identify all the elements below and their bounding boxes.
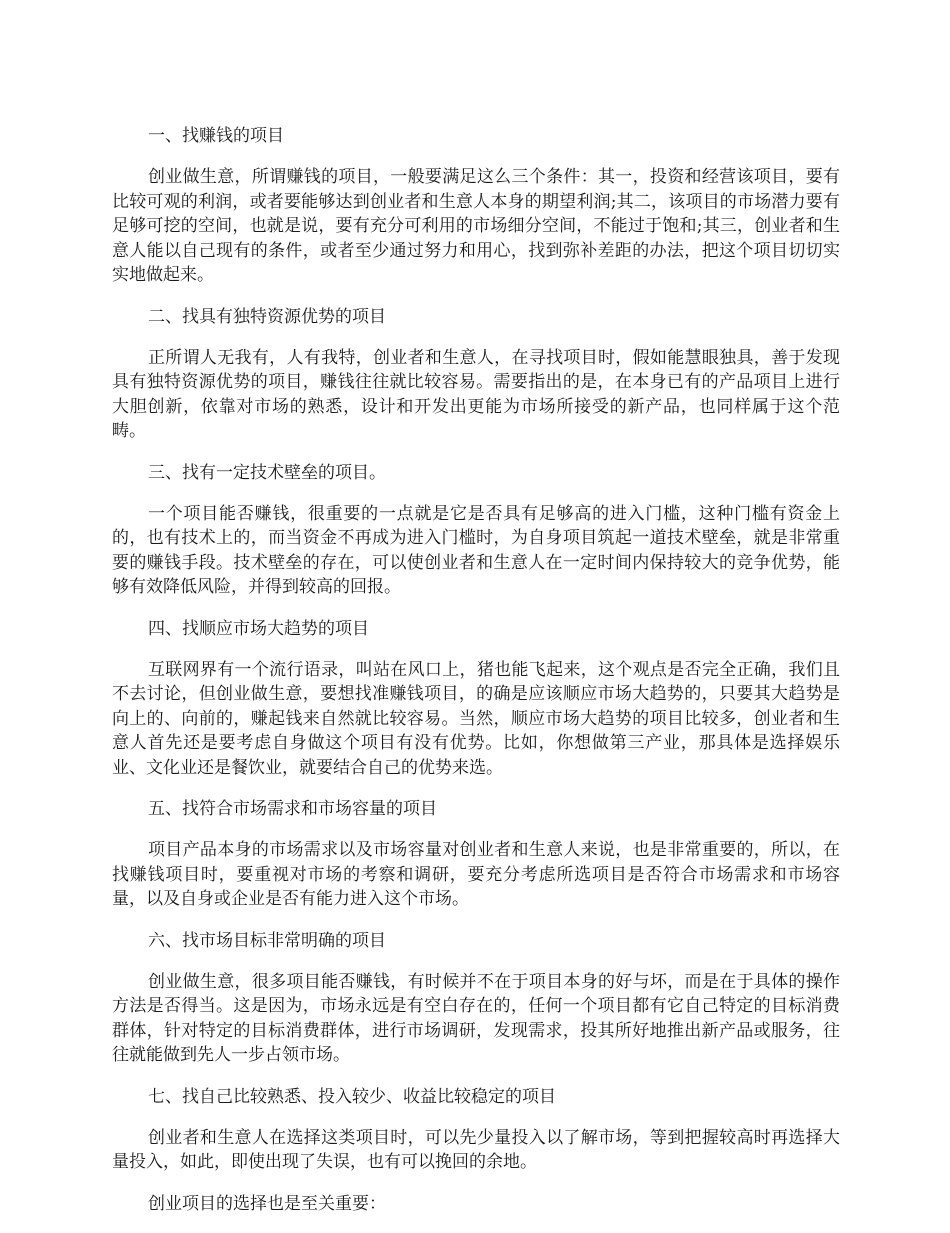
section-heading-1: 一、找赚钱的项目 — [148, 126, 284, 146]
document-page — [112, 124, 840, 1233]
section-body-3: 一个项目能否赚钱，很重要的一点就是它是否具有足够高的进入门槛，这种门槛有资金上的，也有技术上的，而当资金不再成为进入门槛时，为自身项目筑起一道技术壁垒，就是非常重要的赚钱手段。技术壁垒的存在，可以使创业者和生意人在一定时间内保持较大的竞争优势，能够有效降低风险，并得到较高的回报。 — [112, 503, 840, 597]
section-body-5: 项目产品本身的市场需求以及市场容量对创业者和生意人来说，也是非常重要的，所以，在找赚钱项目时，要重视对市场的考察和调研，要充分考虑所选项目是否符合市场需求和市场容量，以及自身或企业是否有能力进入这个市场。 — [112, 840, 840, 909]
section-body-6: 创业做生意，很多项目能否赚钱，有时候并不在于项目本身的好与坏，而是在于具体的操作方法是否得当。这是因为，市场永远是有空白存在的，任何一个项目都有它自己特定的目标消费群体，针对特定的目标消费群体，进行市场调研，发现需求，投其所好地推出新产品或服务，往往就能做到先人一步占领市场。 — [112, 971, 840, 1065]
section-body-4: 互联网界有一个流行语录，叫站在风口上，猪也能飞起来，这个观点是否完全正确，我们且不去讨论，但创业做生意，要想找准赚钱项目，的确是应该顺应市场大趋势的，只要其大趋势是向上的、向前的，赚起钱来自然就比较容易。当然，顺应市场大趋势的项目比较多，创业者和生意人首先还是要考虑自身做这个项目有没有优势。比如，你想做第三产业，那具体是选择娱乐业、文化业还是餐饮业，就要结合自己的优势来选。 — [112, 659, 840, 778]
section-body-2: 正所谓人无我有，人有我特，创业者和生意人，在寻找项目时，假如能慧眼独具，善于发现具有独特资源优势的项目，赚钱往往就比较容易。需要指出的是，在本身已有的产品项目上进行大胆创新，依靠对市场的熟悉，设计和开发出更能为市场所接受的新产品，也同样属于这个范畴。 — [112, 347, 840, 441]
section-body-1: 创业做生意，所谓赚钱的项目，一般要满足这么三个条件：其一，投资和经营该项目，要有比较可观的利润，或者要能够达到创业者和生意人本身的期望利润;其二，该项目的市场潜力要有足够可挖的空间，也就是说，要有充分可利用的市场细分空间，不能过于饱和;其三，创业者和生意人能以自己现有的条件，或者至少通过努力和用心，找到弥补差距的办法，把这个项目切切实实地做起来。 — [112, 167, 840, 285]
section-heading-4: 四、找顺应市场大趋势的项目 — [148, 618, 369, 639]
section-heading-6: 六、找市场目标非常明确的项目 — [148, 930, 386, 951]
section-heading-7: 七、找自己比较熟悉、投入较少、收益比较稳定的项目 — [148, 1086, 556, 1107]
section-heading-2: 二、找具有独特资源优势的项目 — [148, 306, 386, 327]
section-heading-3: 三、找有一定技术壁垒的项目。 — [148, 462, 386, 483]
section-heading-5: 五、找符合市场需求和市场容量的项目 — [148, 799, 437, 819]
closing-line: 创业项目的选择也是至关重要： — [148, 1193, 386, 1214]
section-body-7: 创业者和生意人在选择这类项目时，可以先少量投入以了解市场，等到把握较高时再选择大量投入，如此，即使出现了失误，也有可以挽回的余地。 — [112, 1127, 840, 1172]
